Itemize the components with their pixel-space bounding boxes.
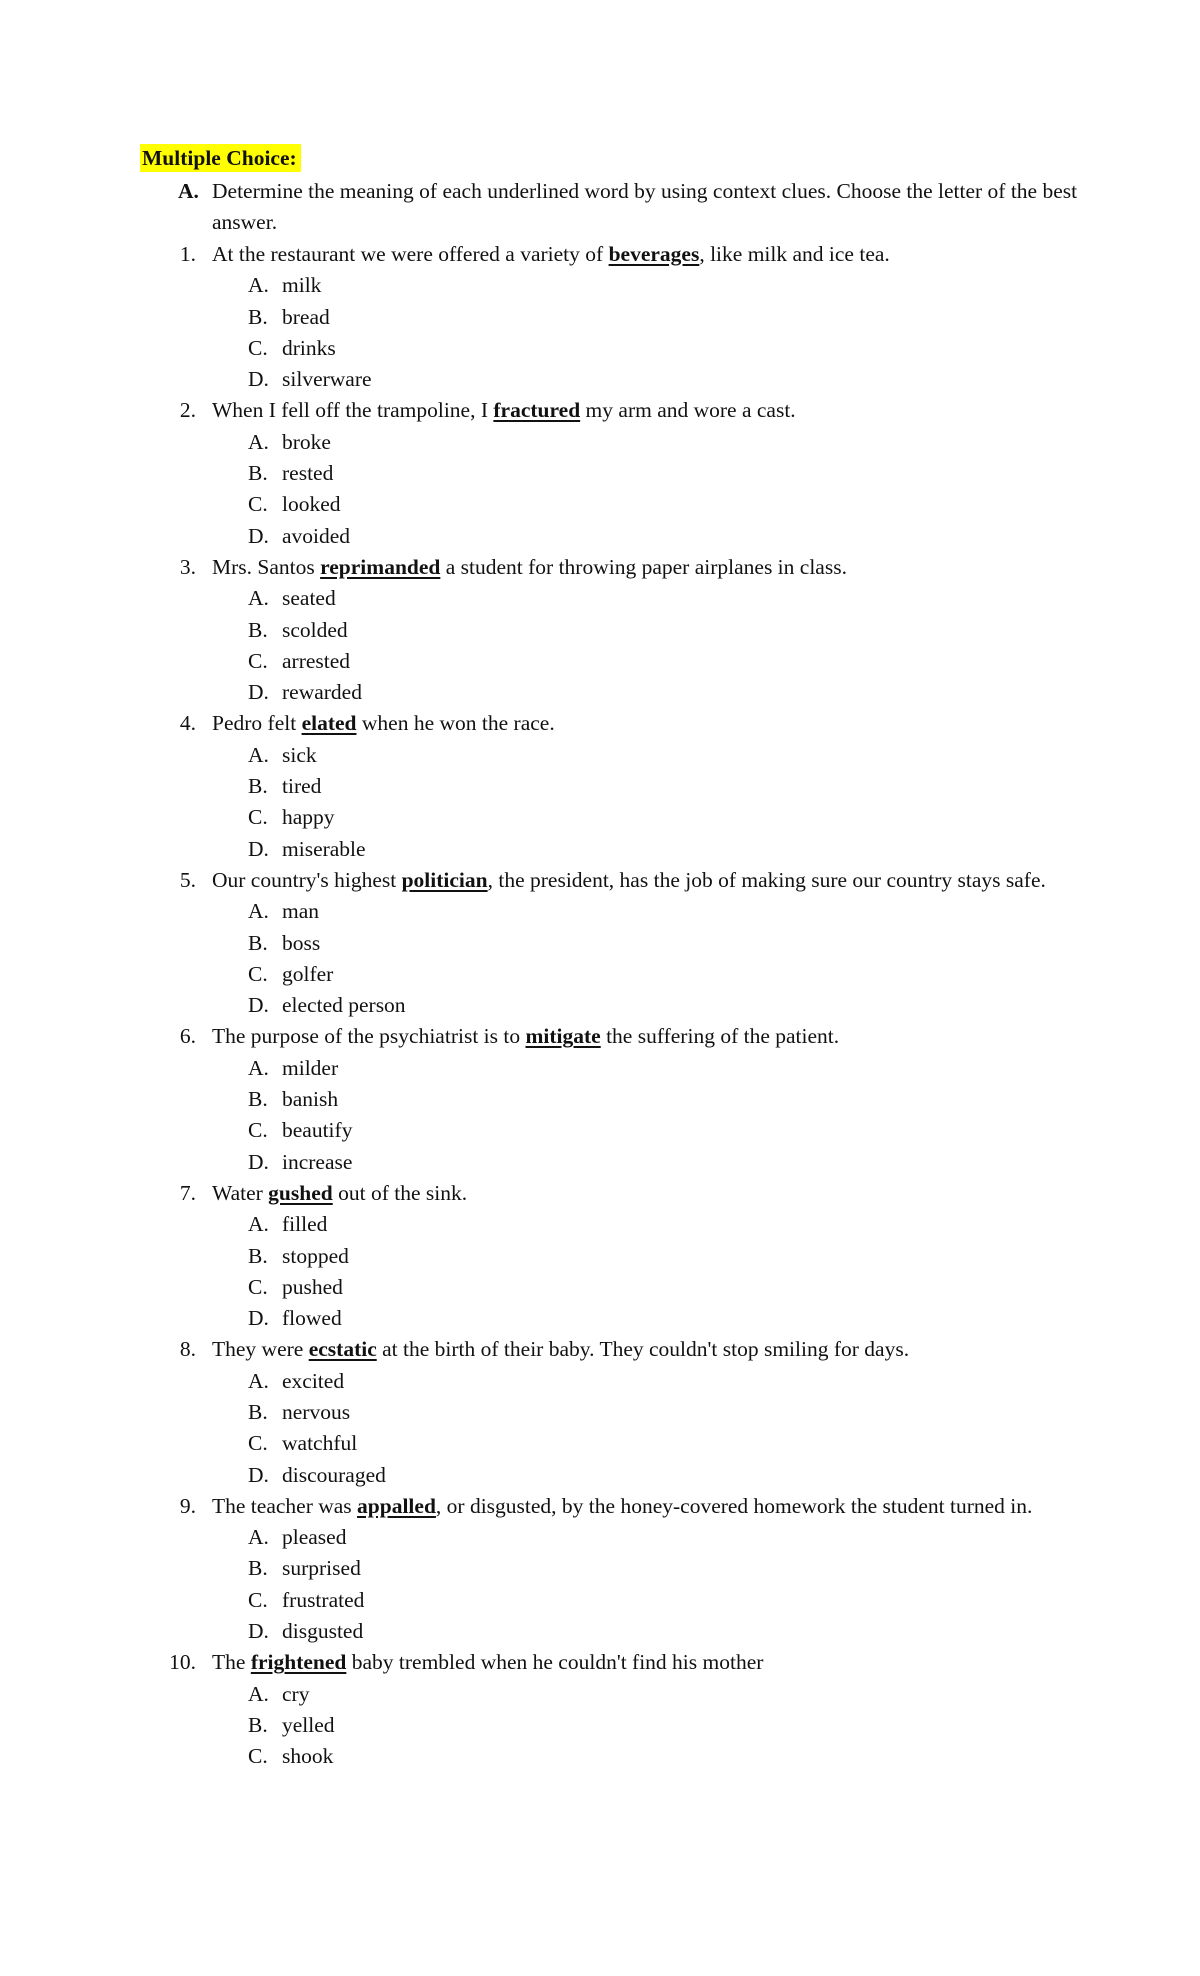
answer-option (0, 1053, 1200, 1084)
question-number: 1. (179, 242, 196, 266)
answer-option (0, 333, 1200, 364)
option-text: discouraged (282, 1462, 386, 1487)
answer-option (0, 521, 1200, 552)
option-text: arrested (282, 648, 351, 673)
underlined-vocab-word: fractured (493, 398, 581, 423)
answer-option (0, 302, 1200, 333)
option-letter: A. (248, 273, 269, 298)
option-letter: D. (248, 1306, 269, 1331)
question-number: 2. (179, 398, 196, 423)
stem-text-before: Our country's highest (212, 867, 402, 892)
underlined-vocab-word: elated (301, 711, 357, 736)
answer-option (0, 1616, 1200, 1647)
option-text: milk (282, 273, 322, 298)
option-text: broke (282, 429, 331, 454)
option-letter: A. (248, 1525, 269, 1550)
question-number: 4. (179, 711, 196, 736)
stem-text-before: Mrs. Santos (212, 554, 321, 579)
question-stem (212, 1334, 1072, 1365)
option-text: nervous (282, 1399, 351, 1424)
answer-option (0, 1272, 1200, 1303)
option-letter: B. (248, 930, 268, 955)
option-text: filled (282, 1212, 328, 1237)
question-item (0, 1491, 1200, 1647)
underlined-vocab-word: mitigate (525, 1024, 601, 1049)
option-letter: C. (248, 1118, 268, 1143)
stem-text-before: Water (212, 1180, 269, 1205)
question-item (0, 1178, 1200, 1334)
answer-option (0, 1710, 1200, 1741)
answer-option (0, 1084, 1200, 1115)
option-text: silverware (282, 367, 372, 392)
answer-option (0, 427, 1200, 458)
option-letter: D. (248, 836, 269, 861)
answer-option (0, 489, 1200, 520)
option-text: scolded (282, 617, 348, 642)
option-letter: C. (248, 492, 268, 517)
underlined-vocab-word: gushed (268, 1180, 333, 1205)
question-list (0, 239, 1200, 1773)
option-text: excited (282, 1368, 345, 1393)
stem-text-before: At the restaurant we were offered a variety of (212, 242, 609, 266)
question-number: 3. (179, 554, 196, 579)
option-letter: D. (248, 367, 269, 392)
option-letter: C. (248, 648, 268, 673)
answer-option (0, 1460, 1200, 1491)
stem-text-after: , like milk and ice tea. (699, 242, 890, 266)
answer-option (0, 646, 1200, 677)
option-text: shook (282, 1744, 334, 1769)
option-text: boss (282, 930, 321, 955)
option-text: milder (282, 1055, 339, 1080)
option-letter: C. (248, 805, 268, 830)
option-text: happy (282, 805, 335, 830)
question-stem (212, 708, 1072, 739)
option-letter: D. (248, 523, 269, 548)
answer-option (0, 1115, 1200, 1146)
option-text: cry (282, 1681, 310, 1706)
answer-options (0, 1679, 1200, 1773)
instructions-block (178, 176, 1078, 238)
section-letter: A. (178, 179, 199, 203)
option-text: avoided (282, 523, 351, 548)
option-letter: B. (248, 617, 268, 642)
answer-option (0, 1209, 1200, 1240)
question-item (0, 865, 1200, 1021)
answer-option (0, 615, 1200, 646)
answer-option (0, 1147, 1200, 1178)
answer-option (0, 364, 1200, 395)
answer-option (0, 1679, 1200, 1710)
option-letter: B. (248, 1243, 268, 1268)
answer-options (0, 583, 1200, 708)
option-letter: A. (248, 1212, 269, 1237)
option-text: surprised (282, 1556, 361, 1581)
stem-text-after: out of the sink. (332, 1180, 468, 1205)
option-text: bread (282, 304, 330, 329)
stem-text-before: They were (212, 1337, 309, 1362)
question-number: 7. (179, 1180, 196, 1205)
stem-text-before: Pedro felt (212, 711, 302, 736)
question-number: 8. (179, 1337, 196, 1362)
option-text: watchful (282, 1431, 358, 1456)
stem-text-after: baby trembled when he couldn't find his mother (346, 1650, 764, 1675)
option-text: elected person (282, 993, 406, 1018)
option-letter: A. (248, 1055, 269, 1080)
question-stem (212, 865, 1072, 896)
question-stem (212, 1647, 1072, 1678)
stem-text-after: when he won the race. (356, 711, 555, 736)
option-letter: C. (248, 1274, 268, 1299)
option-letter: D. (248, 1619, 269, 1644)
option-letter: D. (248, 1462, 269, 1487)
option-letter: A. (248, 899, 269, 924)
option-text: flowed (282, 1306, 342, 1331)
option-letter: B. (248, 461, 268, 486)
option-letter: A. (248, 1368, 269, 1393)
answer-option (0, 771, 1200, 802)
option-text: golfer (282, 961, 334, 986)
answer-option (0, 458, 1200, 489)
stem-text-before: The (212, 1650, 251, 1675)
answer-option (0, 1741, 1200, 1772)
answer-option (0, 1522, 1200, 1553)
answer-options (0, 1366, 1200, 1491)
answer-options (0, 896, 1200, 1021)
option-text: increase (282, 1149, 353, 1174)
question-stem (212, 552, 1072, 583)
option-text: yelled (282, 1712, 335, 1737)
section-heading: Multiple Choice: (140, 144, 301, 172)
answer-option (0, 1585, 1200, 1616)
stem-text-before: The purpose of the psychiatrist is to (212, 1024, 526, 1049)
answer-option (0, 896, 1200, 927)
underlined-vocab-word: beverages (608, 242, 700, 266)
question-item (0, 1647, 1200, 1772)
option-letter: C. (248, 1431, 268, 1456)
answer-options (0, 427, 1200, 552)
answer-option (0, 1366, 1200, 1397)
answer-options (0, 1522, 1200, 1647)
answer-option (0, 802, 1200, 833)
option-text: rewarded (282, 680, 362, 705)
question-number: 10. (169, 1650, 196, 1675)
option-text: pleased (282, 1525, 347, 1550)
option-letter: A. (248, 1681, 269, 1706)
option-text: banish (282, 1087, 339, 1112)
question-item (0, 1021, 1200, 1177)
option-letter: C. (248, 961, 268, 986)
question-stem (212, 395, 1072, 426)
question-number: 6. (179, 1024, 196, 1049)
underlined-vocab-word: frightened (250, 1650, 347, 1675)
option-text: frustrated (282, 1587, 365, 1612)
option-text: rested (282, 461, 334, 486)
option-letter: B. (248, 304, 268, 329)
underlined-vocab-word: appalled (357, 1493, 436, 1518)
underlined-vocab-word: politician (401, 867, 488, 892)
option-letter: B. (248, 774, 268, 799)
answer-option (0, 740, 1200, 771)
question-item (0, 239, 1200, 395)
answer-option (0, 990, 1200, 1021)
option-letter: B. (248, 1556, 268, 1581)
answer-options (0, 1053, 1200, 1178)
stem-text-before: The teacher was (212, 1493, 358, 1518)
stem-text-after: a student for throwing paper airplanes in class. (440, 554, 847, 579)
option-letter: C. (248, 1744, 268, 1769)
option-letter: A. (248, 742, 269, 767)
question-item (0, 1334, 1200, 1490)
answer-option (0, 1241, 1200, 1272)
question-stem (212, 1491, 1072, 1522)
answer-options (0, 1209, 1200, 1334)
question-item (0, 552, 1200, 708)
answer-option (0, 1303, 1200, 1334)
answer-option (0, 270, 1200, 301)
question-number: 5. (179, 867, 196, 892)
answer-option (0, 959, 1200, 990)
option-letter: B. (248, 1399, 268, 1424)
option-text: seated (282, 586, 336, 611)
option-text: miserable (282, 836, 366, 861)
answer-option (0, 583, 1200, 614)
option-text: stopped (282, 1243, 349, 1268)
answer-option (0, 928, 1200, 959)
option-letter: A. (248, 586, 269, 611)
option-text: looked (282, 492, 341, 517)
answer-option (0, 1397, 1200, 1428)
answer-options (0, 740, 1200, 865)
stem-text-before: When I fell off the trampoline, I (212, 398, 494, 423)
underlined-vocab-word: reprimanded (320, 554, 441, 579)
option-text: drinks (282, 335, 336, 360)
answer-option (0, 1428, 1200, 1459)
option-letter: B. (248, 1712, 268, 1737)
question-stem (212, 1021, 1072, 1052)
option-letter: C. (248, 335, 268, 360)
option-text: sick (282, 742, 317, 767)
stem-text-after: , the president, has the job of making sure our country stays safe. (487, 867, 1046, 892)
question-stem (212, 239, 1072, 270)
option-text: man (282, 899, 320, 924)
stem-text-after: at the birth of their baby. They couldn't stop smiling for days. (376, 1337, 910, 1362)
answer-option (0, 1553, 1200, 1584)
answer-option (0, 834, 1200, 865)
option-text: disgusted (282, 1619, 364, 1644)
question-item (0, 395, 1200, 551)
option-letter: A. (248, 429, 269, 454)
answer-option (0, 677, 1200, 708)
question-stem (212, 1178, 1072, 1209)
option-text: pushed (282, 1274, 343, 1299)
option-letter: D. (248, 993, 269, 1018)
answer-options (0, 270, 1200, 395)
option-text: beautify (282, 1118, 353, 1143)
option-text: tired (282, 774, 322, 799)
option-letter: D. (248, 680, 269, 705)
option-letter: C. (248, 1587, 268, 1612)
underlined-vocab-word: ecstatic (308, 1337, 377, 1362)
question-item (0, 708, 1200, 864)
instructions-text: Determine the meaning of each underlined word by using context clues. Choose the letter of the best answer. (212, 179, 1078, 234)
stem-text-after: , or disgusted, by the honey-covered homework the student turned in. (435, 1493, 1033, 1518)
stem-text-after: my arm and wore a cast. (580, 398, 796, 423)
option-letter: B. (248, 1087, 268, 1112)
stem-text-after: the suffering of the patient. (600, 1024, 840, 1049)
question-number: 9. (179, 1493, 196, 1518)
option-letter: D. (248, 1149, 269, 1174)
